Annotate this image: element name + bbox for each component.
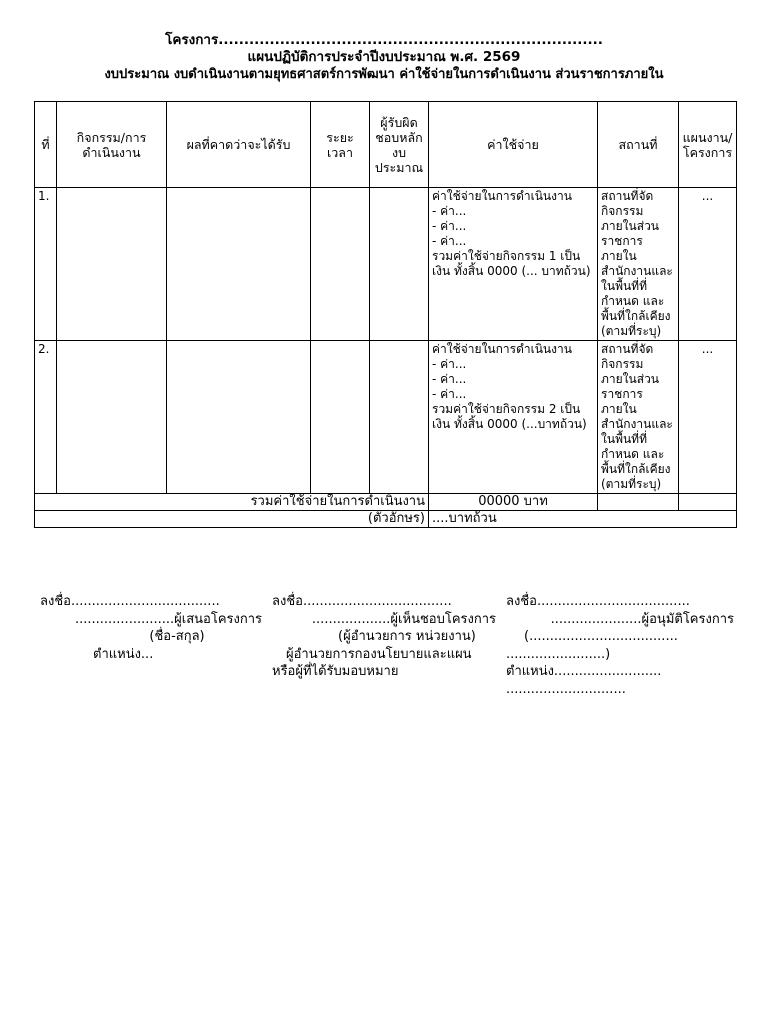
activity-budget-table <box>34 101 737 528</box>
signer-position: ตำแหน่ง... <box>93 646 154 662</box>
approver-signature-block <box>272 593 496 681</box>
expected-result-cell <box>167 188 311 341</box>
signer-name-continued: ........................) <box>506 646 611 662</box>
signer-name: (ชื่อ-สกุล) <box>149 629 205 644</box>
expense-cell <box>429 188 598 341</box>
signer-delegate: หรือผู้ที่ได้รับมอบหมาย <box>272 664 399 679</box>
responsible-cell <box>370 341 429 494</box>
plan-cell: ... <box>679 341 737 494</box>
signer-position: ผู้อำนวยการกองนโยบายและแผน <box>286 646 472 662</box>
table-row <box>35 341 737 494</box>
duration-cell <box>311 188 370 341</box>
expense-line: - ค่า... <box>432 387 467 401</box>
place-cell: สถานที่จัดกิจกรรม ภายในส่วนราชการ ภายในสำนักงานและในพื้นที่ที่ กำหนด และพื้นที่ใกล้เคียง (ตามที่ระบุ) <box>598 341 679 494</box>
plan-cell: ... <box>679 188 737 341</box>
duration-cell <box>311 341 370 494</box>
signature-role: ...................ผู้เห็นชอบโครงการ <box>311 611 496 627</box>
place-cell: สถานที่จัดกิจกรรม ภายในส่วนราชการ ภายในสำนักงานและในพื้นที่ที่ กำหนด และพื้นที่ใกล้เคียง (ตามที่ระบุ) <box>598 188 679 341</box>
authorizer-signature-block <box>506 593 734 698</box>
expense-line: - ค่า... <box>432 234 467 248</box>
signer-position: ตำแหน่ง.......................... <box>506 664 662 679</box>
signature-line: ลงชื่อ.................................... <box>272 594 452 609</box>
total-text-value: ....บาทถ้วน <box>429 511 737 528</box>
column-header-expected-result: ผลที่คาดว่าจะได้รับ <box>167 102 311 188</box>
total-plan-empty <box>679 494 737 511</box>
row-number: 1. <box>35 188 57 341</box>
total-place-empty <box>598 494 679 511</box>
responsible-cell <box>370 188 429 341</box>
total-row <box>35 494 737 511</box>
total-text-label: (ตัวอักษร) <box>35 511 429 528</box>
expense-line: ค่าใช้จ่ายในการดำเนินงาน <box>432 189 572 203</box>
column-header-place: สถานที่ <box>598 102 679 188</box>
signer-name: (.................................... <box>524 629 678 644</box>
expected-result-cell <box>167 341 311 494</box>
activity-cell <box>57 341 167 494</box>
column-header-no: ที่ <box>35 102 57 188</box>
signature-role: ......................ผู้อนุมัติโครงการ <box>550 611 734 627</box>
signer-name: (ผู้อำนวยการ หน่วยงาน) <box>338 629 476 644</box>
signature-line: ลงชื่อ..................................... <box>506 594 690 609</box>
total-label: รวมค่าใช้จ่ายในการดำเนินงาน <box>35 494 429 511</box>
column-header-responsible: ผู้รับผิดชอบหลักงบประมาณ <box>370 102 429 188</box>
proposer-signature-block <box>40 593 262 663</box>
total-text-row <box>35 511 737 528</box>
signer-position-continued: ............................. <box>506 681 626 697</box>
column-header-activity: กิจกรรม/การดำเนินงาน <box>57 102 167 188</box>
expense-line: - ค่า... <box>432 372 467 386</box>
budget-description: งบประมาณ งบดำเนินงานตามยุทธศาสตร์การพัฒนา ค่าใช้จ่ายในการดำเนินงาน ส่วนราชการภายใน <box>104 67 664 82</box>
row-number: 2. <box>35 341 57 494</box>
total-value: 00000 บาท <box>429 494 598 511</box>
expense-subtotal: รวมค่าใช้จ่ายกิจกรรม 2 เป็นเงิน ทั้งสิ้น 0000 (...บาทถ้วน) <box>432 402 587 431</box>
signature-line: ลงชื่อ.................................... <box>40 594 220 609</box>
project-title: โครงการ........................................................................... <box>165 32 603 48</box>
expense-line: ค่าใช้จ่ายในการดำเนินงาน <box>432 342 572 356</box>
column-header-duration: ระยะเวลา <box>311 102 370 188</box>
expense-subtotal: รวมค่าใช้จ่ายกิจกรรม 1 เป็นเงิน ทั้งสิ้น 0000 (... บาทถ้วน) <box>432 249 591 278</box>
table-header-row <box>35 102 737 188</box>
fiscal-year-plan-title: แผนปฏิบัติการประจำปีงบประมาณ พ.ศ. 2569 <box>247 49 521 65</box>
column-header-expense: ค่าใช้จ่าย <box>429 102 598 188</box>
expense-line: - ค่า... <box>432 204 467 218</box>
activity-cell <box>57 188 167 341</box>
expense-line: - ค่า... <box>432 219 467 233</box>
expense-line: - ค่า... <box>432 357 467 371</box>
table-row <box>35 188 737 341</box>
expense-cell <box>429 341 598 494</box>
column-header-plan: แผนงาน/โครงการ <box>679 102 737 188</box>
signature-role: ........................ผู้เสนอโครงการ <box>74 611 262 627</box>
